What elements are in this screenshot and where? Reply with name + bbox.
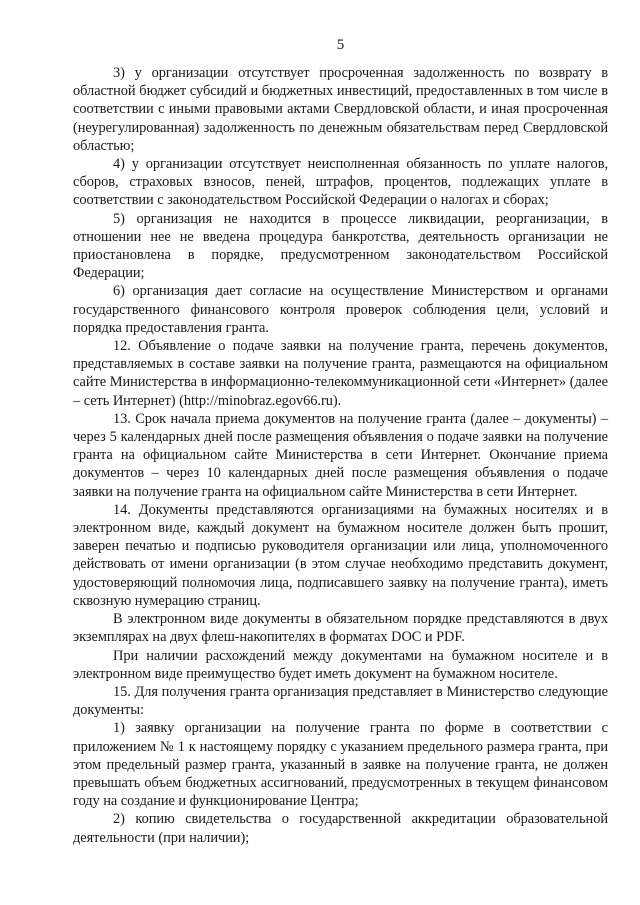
paragraph-document-2: 2) копию свидетельства о государственной аккредитации образовательной деятельности (при наличии); [73,811,608,846]
paragraph-condition-3: 3) у организации отсутствует просроченная задолженность по возврату в областной бюджет субсидий и бюджетных инвестиций, предоставленных в том числе в соответствии с иными правовыми актами Свердловской области, и иная просроченная (неурегулированная) задолженность по денежным обязательствам перед Свердловской областью; [73,65,608,154]
paragraph-clause-15: 15. Для получения гранта организация представляет в Министерство следующие документы: [73,683,608,719]
page-number: 5 [336,37,345,53]
paragraph-condition-6: 6) организация дает согласие на осуществление Министерством и органами государственного финансового контроля проверок соблюдения цели, условий и порядка предоставления гранта. [73,283,608,336]
paragraph-document-1: 1) заявку организации на получение гранта по форме в соответствии с приложением № 1 к настоящему порядку с указанием предельного размера гранта, при этом предельный размер гранта, указанный в заявке на получение гранта, не должен превышать объем бюджетных ассигнований, предусмотренных в текущем финансовом году на создание и функционирование Центра; [73,720,608,810]
paragraph-discrepancy: При наличии расхождений между документами на бумажном носителе и в электронном виде преимущество будет иметь документ на бумажном носителе. [73,647,608,682]
paragraph-clause-14: 14. Документы представляются организациями на бумажных носителях и в электронном виде, каждый документ на бумажном носителе должен быть прошит, заверен печатью и подписью руководителя организации или лица, уполномоченного действовать от имени организации (в этом случае необходимо представить документ, удостоверяющий полномочия лица, подписавшего заявку на получение гранта), иметь сквозную нумерацию страниц. [73,501,608,609]
paragraph-clause-12: 12. Объявление о подаче заявки на получение гранта, перечень документов, представляемых в составе заявки на получение гранта, размещаются на официальном сайте Министерства в информационно-телекоммуникационной сети «Интернет» (далее – сеть Интернет) (http://minobraz.egov66.ru). [73,338,608,409]
paragraph-clause-13: 13. Срок начала приема документов на получение гранта (далее – документы) – через 5 календарных дней после размещения объявления о подаче заявки на получение гранта на официальном сайте Министерства в сети Интернет. Окончание приема документов – через 10 календарных дней после размещения объявления о подаче заявки на получение гранта на официальном сайте Министерства в сети Интернет. [73,410,608,500]
paragraph-condition-4: 4) у организации отсутствует неисполненная обязанность по уплате налогов, сборов, страховых взносов, пеней, штрафов, процентов, подлежащих уплате в соответствии с законодательством Российской Федерации о налогах и сборах; [73,156,608,209]
paragraph-condition-5: 5) организация не находится в процессе ликвидации, реорганизации, в отношении нее не введена процедура банкротства, деятельность организации не приостановлена в порядке, предусмотренном законодательством Российской Федерации; [73,210,608,282]
paragraph-electronic-copies: В электронном виде документы в обязательном порядке представляются в двух экземплярах на двух флеш-накопителях в форматах DOC и PDF. [73,611,608,646]
